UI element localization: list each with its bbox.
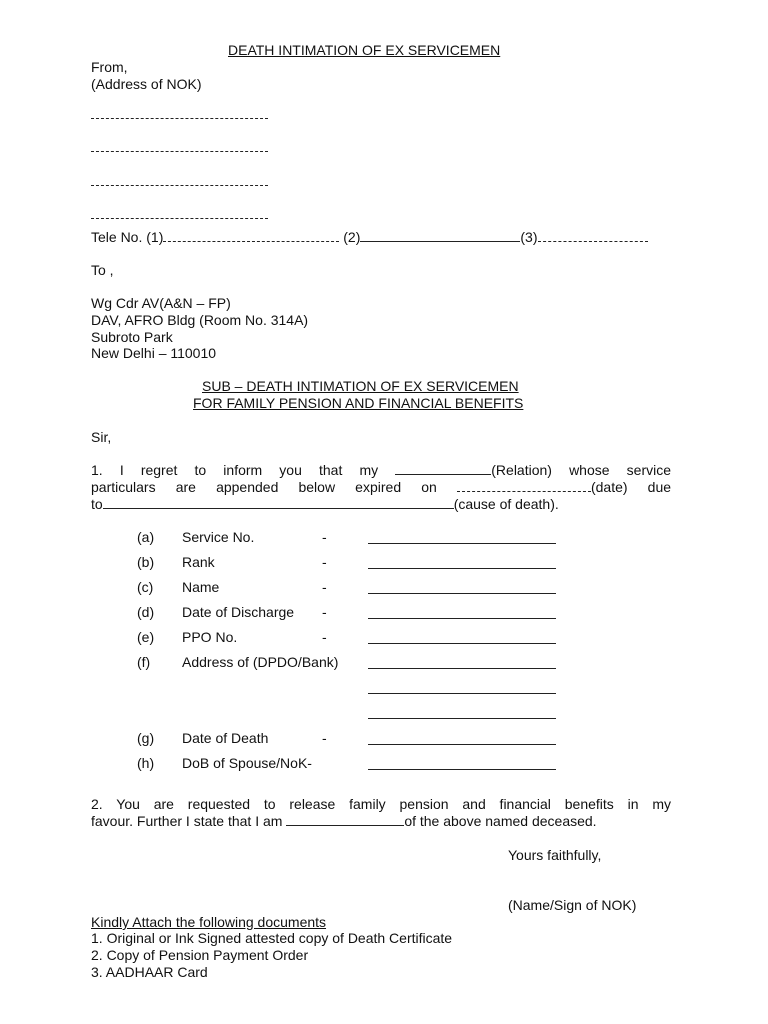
to-line-2: DAV, AFRO Bldg (Room No. 314A) — [91, 312, 309, 328]
tele-label: Tele No. (1) — [91, 229, 164, 245]
particular-g-separator: - — [322, 730, 327, 746]
particular-e-label: PPO No. — [182, 629, 238, 645]
relation-field — [395, 462, 491, 475]
tele-row — [91, 229, 648, 246]
page-title: DEATH INTIMATION OF EX SERVICEMEN — [228, 42, 501, 58]
particular-a-letter: (a) — [137, 529, 155, 545]
relation-to-deceased-field — [286, 813, 404, 826]
attachments-heading: Kindly Attach the following documents — [91, 914, 327, 930]
particular-e-letter: (e) — [137, 629, 155, 645]
attachment-item-1: 1. Original or Ink Signed attested copy of Death Certificate — [91, 930, 453, 946]
to-line-1: Wg Cdr AV(A&N – FP) — [91, 295, 231, 311]
particular-d-label: Date of Discharge — [182, 604, 295, 620]
address-line-2 — [91, 151, 268, 152]
particular-g-label: Date of Death — [182, 730, 269, 746]
address-line-4 — [91, 218, 268, 219]
date-field — [457, 479, 591, 492]
particular-g-letter: (g) — [137, 730, 155, 746]
attachment-item-2: 2. Copy of Pension Payment Order — [91, 947, 309, 963]
rank-field — [368, 568, 556, 569]
particular-h-letter: (h) — [137, 755, 155, 771]
salutation: Sir, — [91, 429, 112, 445]
particular-c-label: Name — [182, 579, 220, 595]
to-line-4: New Delhi – 110010 — [91, 345, 217, 361]
particular-c-letter: (c) — [137, 579, 154, 595]
address-dpdo-field-1 — [368, 668, 556, 669]
tele-1-field — [163, 229, 339, 242]
particular-f-label: Address of (DPDO/Bank) — [182, 654, 339, 670]
address-line-3 — [91, 185, 268, 186]
tele-3-field — [538, 229, 648, 242]
name-field — [368, 593, 556, 594]
cause-of-death-field — [103, 496, 454, 509]
paragraph-1-text-c: particulars are appended below expired on — [91, 479, 437, 495]
from-sub-label: (Address of NOK) — [91, 76, 202, 92]
paragraph-1-number: 1. — [91, 462, 103, 478]
paragraph-2-text-a: You are requested to release family pension and financial benefits in my — [116, 796, 671, 812]
ppo-no-field — [368, 643, 556, 644]
paragraph-2 — [91, 796, 671, 830]
paragraph-1-line-1 — [91, 462, 671, 479]
particular-a-separator: - — [322, 529, 327, 545]
address-line-1 — [91, 118, 268, 119]
particular-b-letter: (b) — [137, 554, 155, 570]
to-line-3: Subroto Park — [91, 329, 173, 345]
particular-b-label: Rank — [182, 554, 215, 570]
paragraph-1-text-b: (Relation) whose service — [491, 462, 672, 478]
address-dpdo-field-3 — [368, 718, 556, 719]
to-label: To , — [91, 262, 114, 278]
paragraph-1-text-a: I regret to inform you that my — [119, 462, 379, 478]
particular-f-letter: (f) — [137, 654, 151, 670]
subject-line-2: FOR FAMILY PENSION AND FINANCIAL BENEFITS — [193, 395, 524, 411]
tele-2-field — [360, 229, 520, 242]
particular-h-label: DoB of Spouse/NoK- — [182, 755, 312, 771]
particular-e-separator: - — [322, 629, 327, 645]
paragraph-2-line-1 — [91, 796, 671, 813]
paragraph-2-number: 2. — [91, 796, 103, 812]
paragraph-1-line-3 — [91, 496, 671, 513]
particular-a-label: Service No. — [182, 529, 255, 545]
particular-d-letter: (d) — [137, 604, 155, 620]
tele-2-label: (2) — [343, 229, 361, 245]
particular-b-separator: - — [322, 554, 327, 570]
closing: Yours faithfully, — [508, 847, 602, 863]
paragraph-2-line-2 — [91, 813, 671, 830]
paragraph-1 — [91, 462, 671, 513]
signature-label: (Name/Sign of NOK) — [508, 897, 637, 913]
dob-spouse-field — [368, 769, 556, 770]
address-dpdo-field-2 — [368, 693, 556, 694]
particular-c-separator: - — [322, 579, 327, 595]
date-of-death-field — [368, 744, 556, 745]
paragraph-2-text-c: of the above named deceased. — [404, 813, 597, 829]
paragraph-1-text-d: (date) due — [590, 479, 672, 495]
date-of-discharge-field — [368, 618, 556, 619]
paragraph-1-text-f: (cause of death). — [453, 496, 559, 512]
attachment-item-3: 3. AADHAAR Card — [91, 964, 208, 980]
particular-d-separator: - — [322, 604, 327, 620]
paragraph-1-text-e: to — [91, 496, 103, 512]
paragraph-1-line-2 — [91, 479, 671, 496]
paragraph-2-text-b: favour. Further I state that I am — [91, 813, 283, 829]
from-label: From, — [91, 59, 128, 75]
subject-line-1: SUB – DEATH INTIMATION OF EX SERVICEMEN — [202, 378, 519, 394]
service-no-field — [368, 543, 556, 544]
tele-3-label: (3) — [520, 229, 538, 245]
